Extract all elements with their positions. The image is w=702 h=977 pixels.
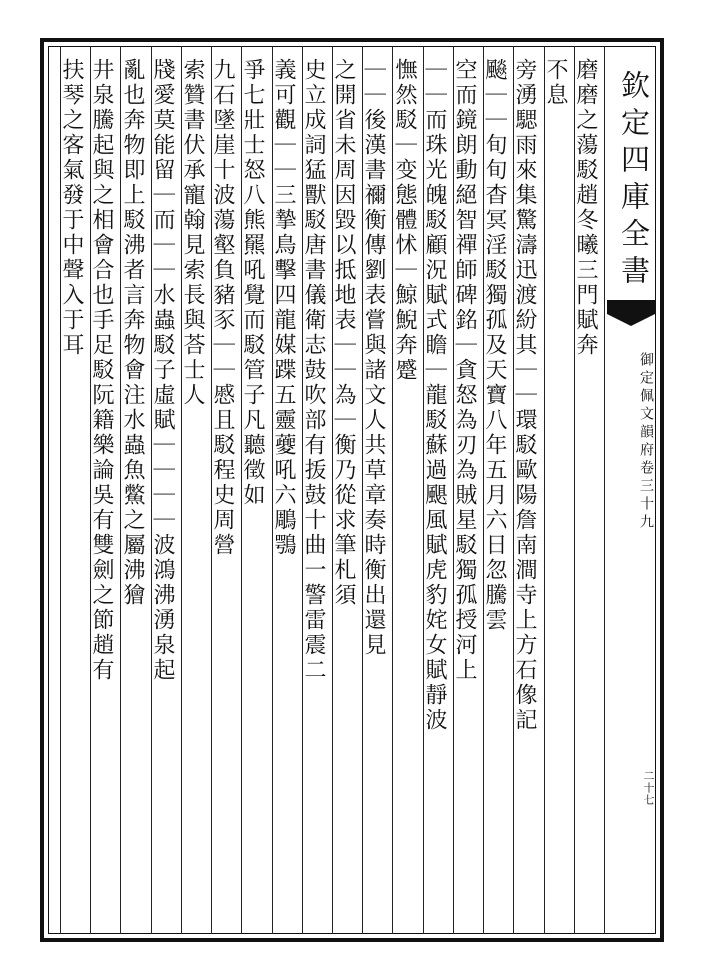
fish-tail-band: [607, 300, 655, 314]
text-column: 義可觀｜｜三摯鳥擊四龍媒蹀五靈䕫吼六鵰鶚: [271, 58, 296, 558]
text-column: 空而鏡朗動絕智禪師碑銘｜貪怒為刃為賊星駁獨孤授河上: [452, 58, 477, 683]
text-column: 九石墜崖十波蕩壑負豬豕｜｜慼且駁程史周營: [210, 58, 235, 558]
fish-tail-mark: [607, 314, 655, 326]
text-column: ｜｜後漢書禰衡傳劉表嘗與諸文人共草章奏時衡出還見: [361, 58, 386, 658]
text-column: 索贊書伏承寵翰見索長與荅士人: [180, 58, 205, 408]
text-column: 扶琴之客氣發于中聲入于耳: [59, 58, 84, 358]
text-column: 史立成詞猛獸駁唐書儀衛志鼓吹部有㧞鼓十曲一警雷震二: [301, 58, 326, 683]
section-label: 御定佩文韻府卷三十九: [638, 352, 654, 532]
text-column: 牋愛莫能留｜而｜｜水蟲駁子虛賦｜｜｜｜波鴻沸湧泉起: [150, 58, 175, 683]
text-column: 爭七壯士怒八熊羆吼覺而駁管子凡聽徵如: [240, 58, 265, 508]
text-column: 磨磨之蕩駁趙冬曦三門賦奔: [573, 58, 598, 358]
page-number: 二十七: [642, 770, 655, 806]
book-title: 欽定四庫全書: [617, 70, 651, 292]
text-column: ｜｜而珠光魄駁顧況賦式瞻｜龍駁蘇過颶風賦虎豹姹女賦靜波: [422, 58, 447, 733]
column-rule: [604, 46, 605, 934]
text-column: 不息: [543, 58, 568, 108]
text-column: 旁湧騦雨來集驚濤迅渡紛其｜｜環駁歐陽詹南澗寺上方石像記: [512, 58, 537, 733]
text-column: 亂也奔物即上駁沸者言奔物會注水蟲魚鱉之屬沸獪: [120, 58, 145, 608]
text-column: 憮然駁｜变態體怵｜鯨鯢奔蹙: [392, 58, 417, 383]
text-column: 之開省未周因毀以抵地表｜｜為｜衡乃從求筆札須: [331, 58, 356, 608]
text-column: 井泉騰起與之相會合也手足駁阮籍樂論吳有雙劍之節趙有: [89, 58, 114, 683]
text-column: 飈｜｜旬旬杳冥淫駁獨孤及天寶八年五月六日忽騰雲: [482, 58, 507, 633]
